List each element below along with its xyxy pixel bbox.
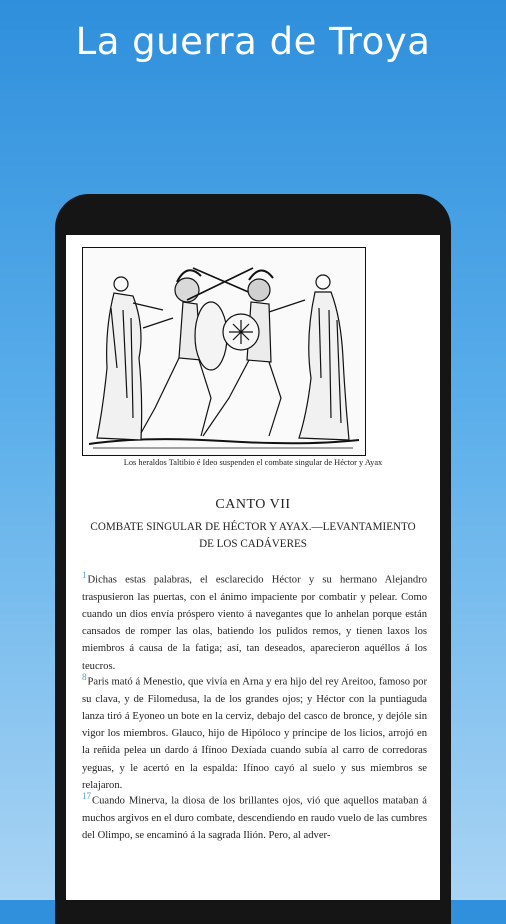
illustration-caption: Los heraldos Taltibio é Ideo suspenden el combate singular de Héctor y Ayax <box>123 458 383 467</box>
heading-line: COMBATE SINGULAR DE HÉCTOR Y AYAX.—LEVANTAMIENTO <box>90 521 416 533</box>
chapter-heading <box>80 519 426 553</box>
book-page[interactable] <box>66 235 440 900</box>
paragraph <box>82 788 427 844</box>
heading-line: DE LOS CADÁVERES <box>199 538 307 550</box>
engraving-illustration <box>82 247 366 456</box>
verse-number: 8 <box>82 672 87 682</box>
paragraph <box>82 669 427 794</box>
paragraph <box>82 567 427 675</box>
paragraph-text: Dichas estas palabras, el esclarecido Héctor y su hermano Alejandro traspusieron las puertas, con el ánimo impaciente por combatir y pelear. Como cuando un dios envía próspero viento á navegantes que lo anhelan porque están cansados de romper las olas, batiendo los pulidos remos, y tienen laxos los miembros á causa de la fatiga; así, tan deseados, aparecieron aquéllos á los teucros. <box>82 574 427 672</box>
verse-number: 1 <box>82 570 87 580</box>
app-title: La guerra de Troya <box>75 20 431 63</box>
canto-title: CANTO VII <box>215 497 291 512</box>
paragraph-text: Paris mató á Menestio, que vivía en Arna y era hijo del rey Areitoo, famoso por su clava, y de Filomedusa, la de los grandes ojos; y Héctor con la puntiaguda lanza tiró á Eyoneo un bote en la cerviz, debajo del casco de bronce, y dejóle sin vigor los miembros. Glauco, hijo de Hipóloco y príncipe de los licios, arrojó en la reñida pelea un dardo á Ifínoo Dexíada cuando subía al carro de corredoras yeguas, y le acertó en la espalda: Ifínoo cayó al suelo y sus miembros se relajaron. <box>82 676 427 791</box>
paragraph-text: Cuando Minerva, la diosa de los brillantes ojos, vió que aquellos mataban á muchos argivos en el duro combate, descendiendo en raudo vuelo de las cumbres del Olimpo, se encaminó á la sagrada Ilión. Pero, al adver- <box>82 795 427 841</box>
verse-number: 17 <box>82 791 91 801</box>
warriors-engraving-image <box>83 248 365 455</box>
